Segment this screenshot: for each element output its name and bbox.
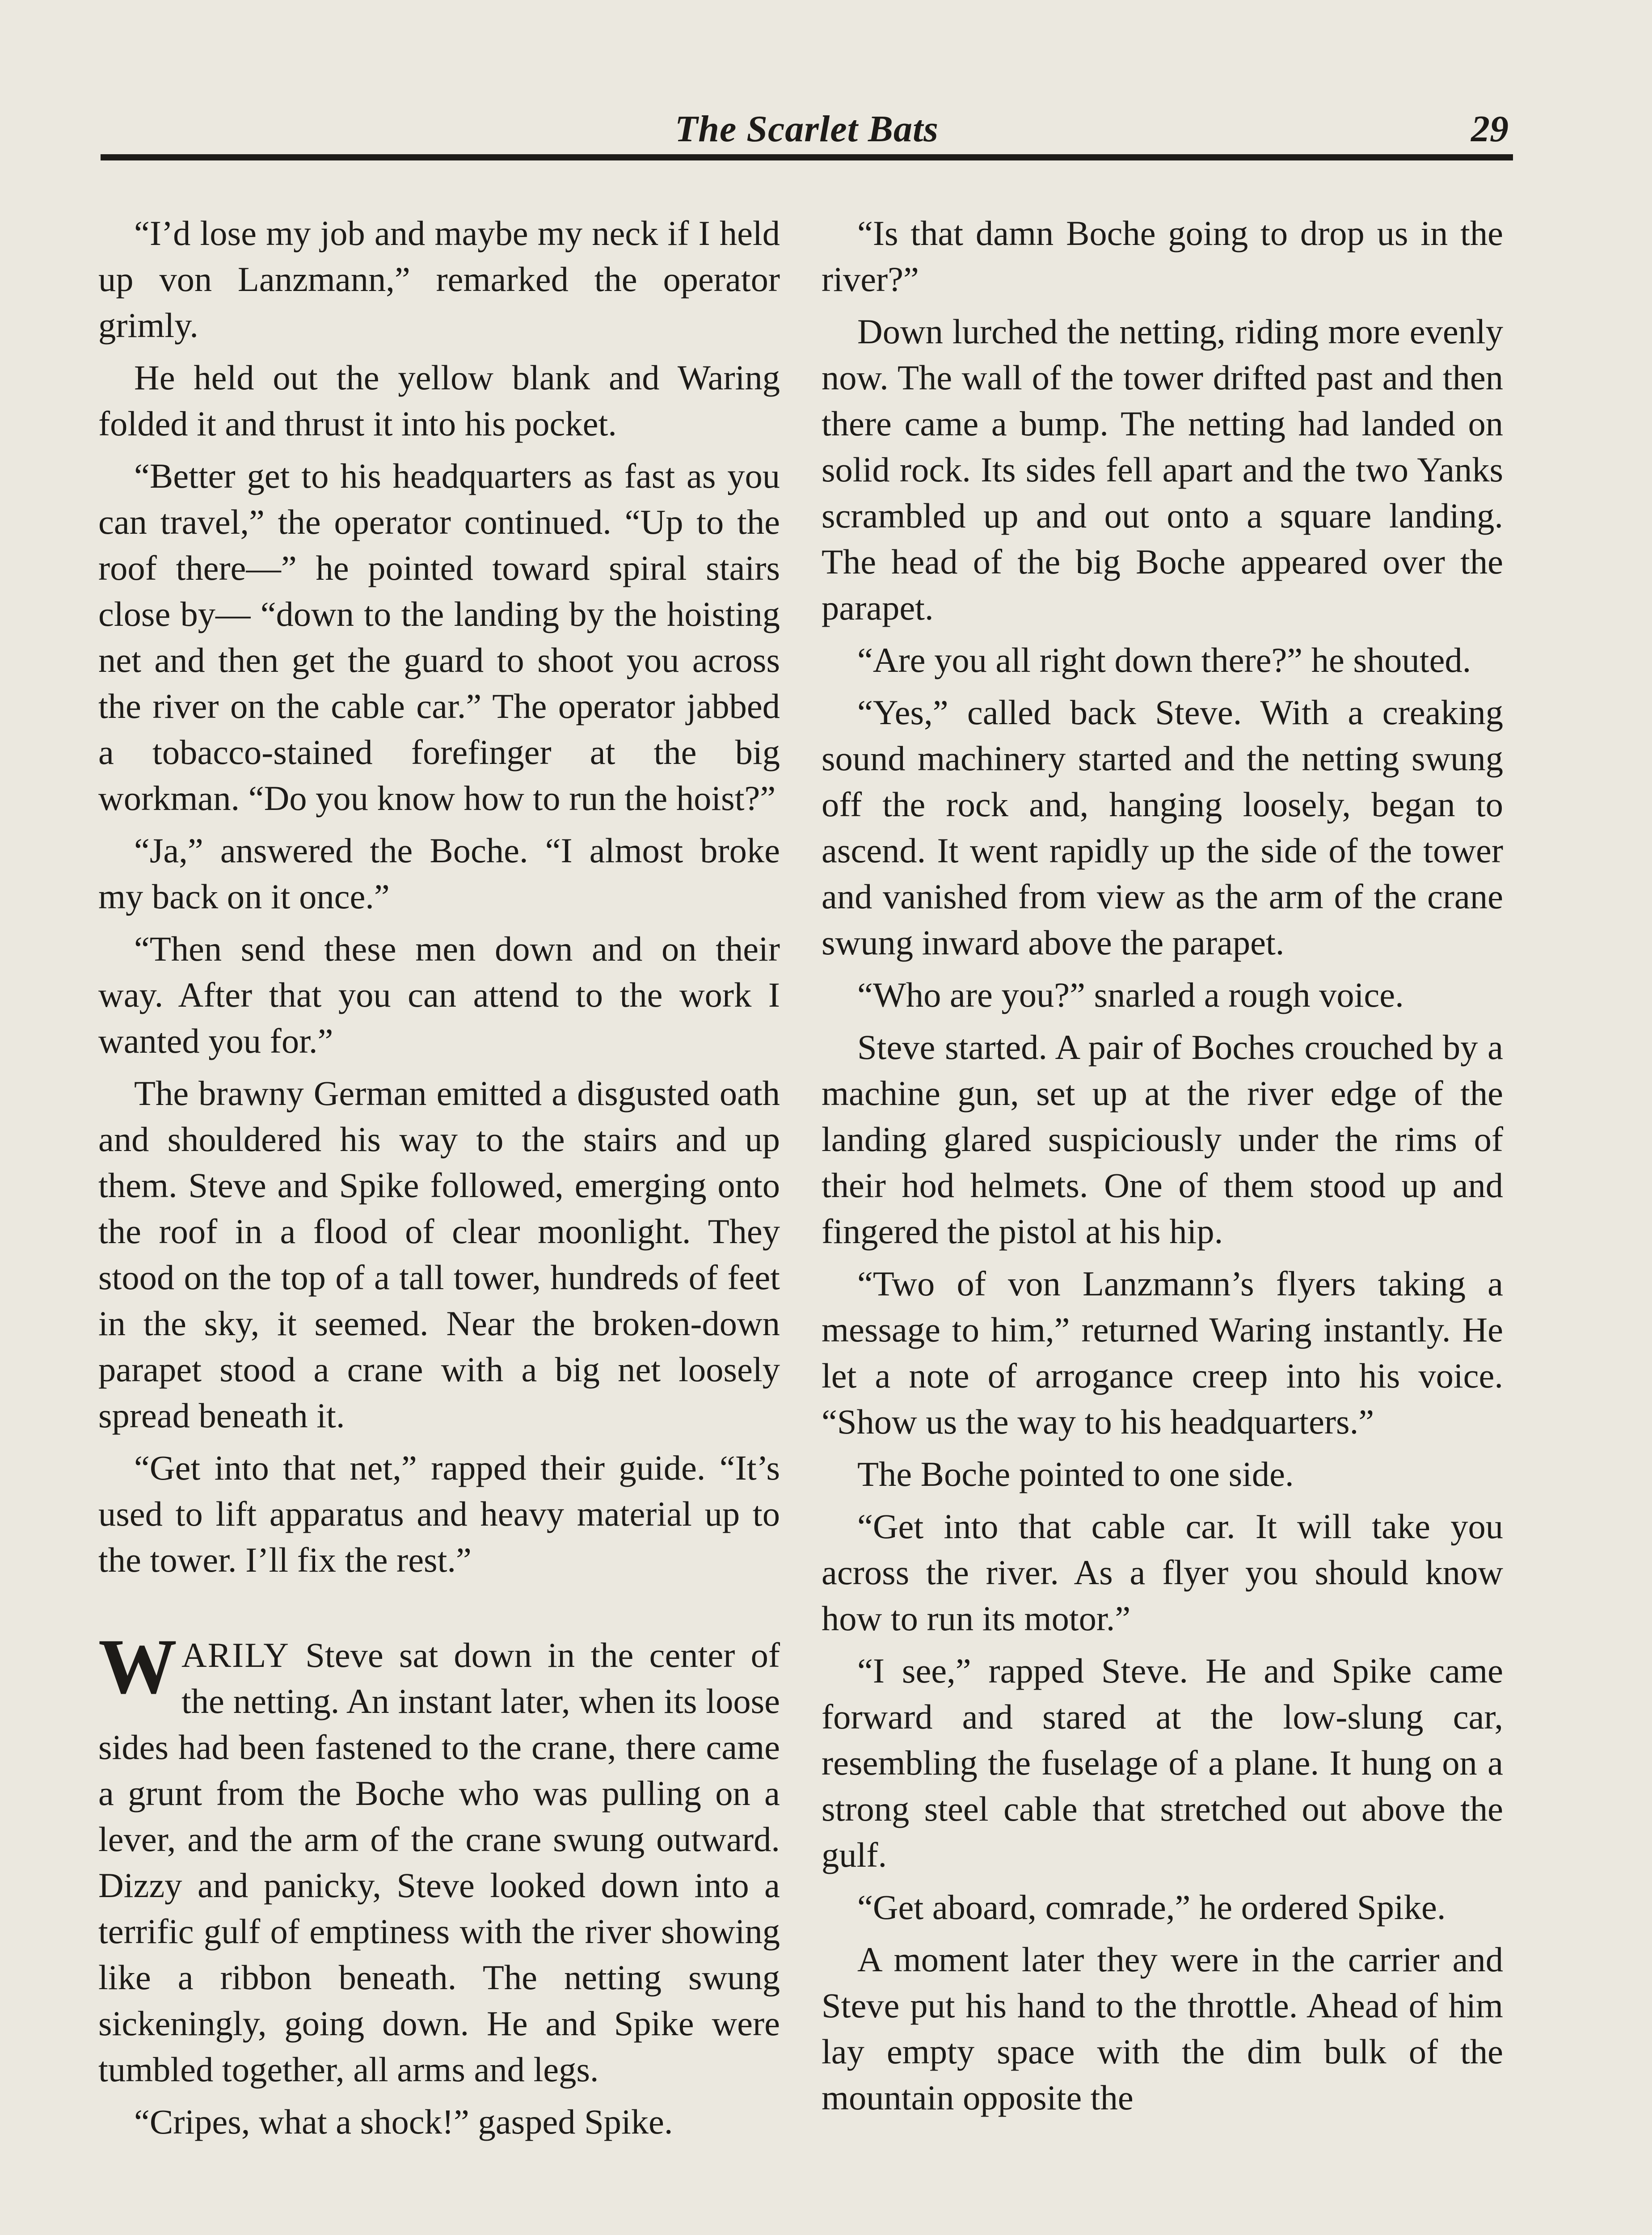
drop-cap: W — [98, 1623, 177, 1710]
paragraph: A moment later they were in the carrier and Steve put his hand to the throttle. Ahead of him lay empty space with the dim bulk of the mountain opposite the — [822, 1940, 1503, 2117]
paragraph: “Get into that cable car. It will take you across the river. As a flyer you should know how to run its motor.” — [822, 1507, 1503, 1638]
paragraph: “Then send these men down and on their way. After that you can attend to the work I wanted you for.” — [98, 929, 780, 1060]
right-column — [822, 210, 1503, 2127]
paragraph: “Who are you?” snarled a rough voice. — [857, 975, 1404, 1014]
paragraph: “Is that damn Boche going to drop us in the river?” — [822, 214, 1503, 299]
paragraph: “Are you all right down there?” he shouted. — [857, 641, 1471, 679]
header-rule — [101, 154, 1513, 160]
paragraph: “Better get to his headquarters as fast as you can travel,” the operator continued. “Up to the roof there—” he pointed toward spiral stairs close by— “down to the landing by the hoisting net and then get the guard to shoot you across the river on the cable car.” The operator jabbed a tobacco-stained forefinger at the big workman. “Do you know how to run the hoist?” — [98, 456, 780, 818]
paragraph: “Get into that net,” rapped their guide. “It’s used to lift apparatus and heavy material up to the tower. I’ll fix the rest.” — [98, 1448, 780, 1579]
paragraph: Down lurched the netting, riding more evenly now. The wall of the tower drifted past and then there came a bump. The netting had landed on solid rock. Its sides fell apart and the two Yanks scrambled up and out onto a square landing. The head of the big Boche appeared over the parapet. — [822, 312, 1503, 627]
paragraph: Steve started. A pair of Boches crouched by a machine gun, set up at the river edge of the landing glared suspiciously under the rims of their hod helmets. One of them stood up and fingered the pistol at his hip. — [822, 1028, 1503, 1251]
lead-in-caps: ARILY — [181, 1636, 290, 1674]
section-paragraph — [98, 1623, 780, 2092]
paragraph: “I see,” rapped Steve. He and Spike came forward and stared at the low-slung car, resembling the fuselage of a plane. It hung on a strong steel cable that stretched out above the gulf. — [822, 1651, 1503, 1874]
left-column — [98, 210, 780, 2151]
paragraph: “Two of von Lanzmann’s flyers taking a message to him,” returned Waring instantly. He let a note of arrogance creep into his voice. “Show us the way to his headquarters.” — [822, 1264, 1503, 1441]
paragraph: The brawny German emitted a disgusted oath and shouldered his way to the stairs and up them. Steve and Spike followed, emerging onto the roof in a flood of clear moonlight. They stood on the top of a tall tower, hundreds of feet in the sky, it seemed. Near the broken-down parapet stood a crane with a big net loosely spread beneath it. — [98, 1074, 780, 1435]
paragraph: The Boche pointed to one side. — [857, 1455, 1294, 1493]
running-title: The Scarlet Bats — [674, 108, 939, 150]
section-text: Steve sat down in the center of the netting. An instant later, when its loose sides had been fastened to the crane, there came a grunt from the Boche who was pulling on a lever, and the arm of the crane swung outward. Dizzy and panicky, Steve looked down into a terrific gulf of emptiness with the river showing like a ribbon beneath. The netting swung sickeningly, going down. He and Spike were tumbled together, all arms and legs. — [98, 1636, 780, 2089]
page-number: 29 — [1471, 108, 1509, 150]
paragraph: “Get aboard, comrade,” he ordered Spike. — [857, 1888, 1446, 1927]
paragraph: He held out the yellow blank and Waring folded it and thrust it into his pocket. — [98, 358, 780, 443]
paragraph: “Yes,” called back Steve. With a creaking sound machinery started and the netting swung off the rock and, hanging loosely, began to ascend. It went rapidly up the side of the tower and vanished from view as the arm of the crane swung inward above the parapet. — [822, 693, 1503, 962]
paragraph: “I’d lose my job and maybe my neck if I held up von Lanzmann,” remarked the operator grimly. — [98, 214, 780, 345]
paragraph: “Cripes, what a shock!” gasped Spike. — [134, 2102, 673, 2141]
running-header — [101, 103, 1513, 161]
paragraph: “Ja,” answered the Boche. “I almost broke my back on it once.” — [98, 831, 780, 916]
